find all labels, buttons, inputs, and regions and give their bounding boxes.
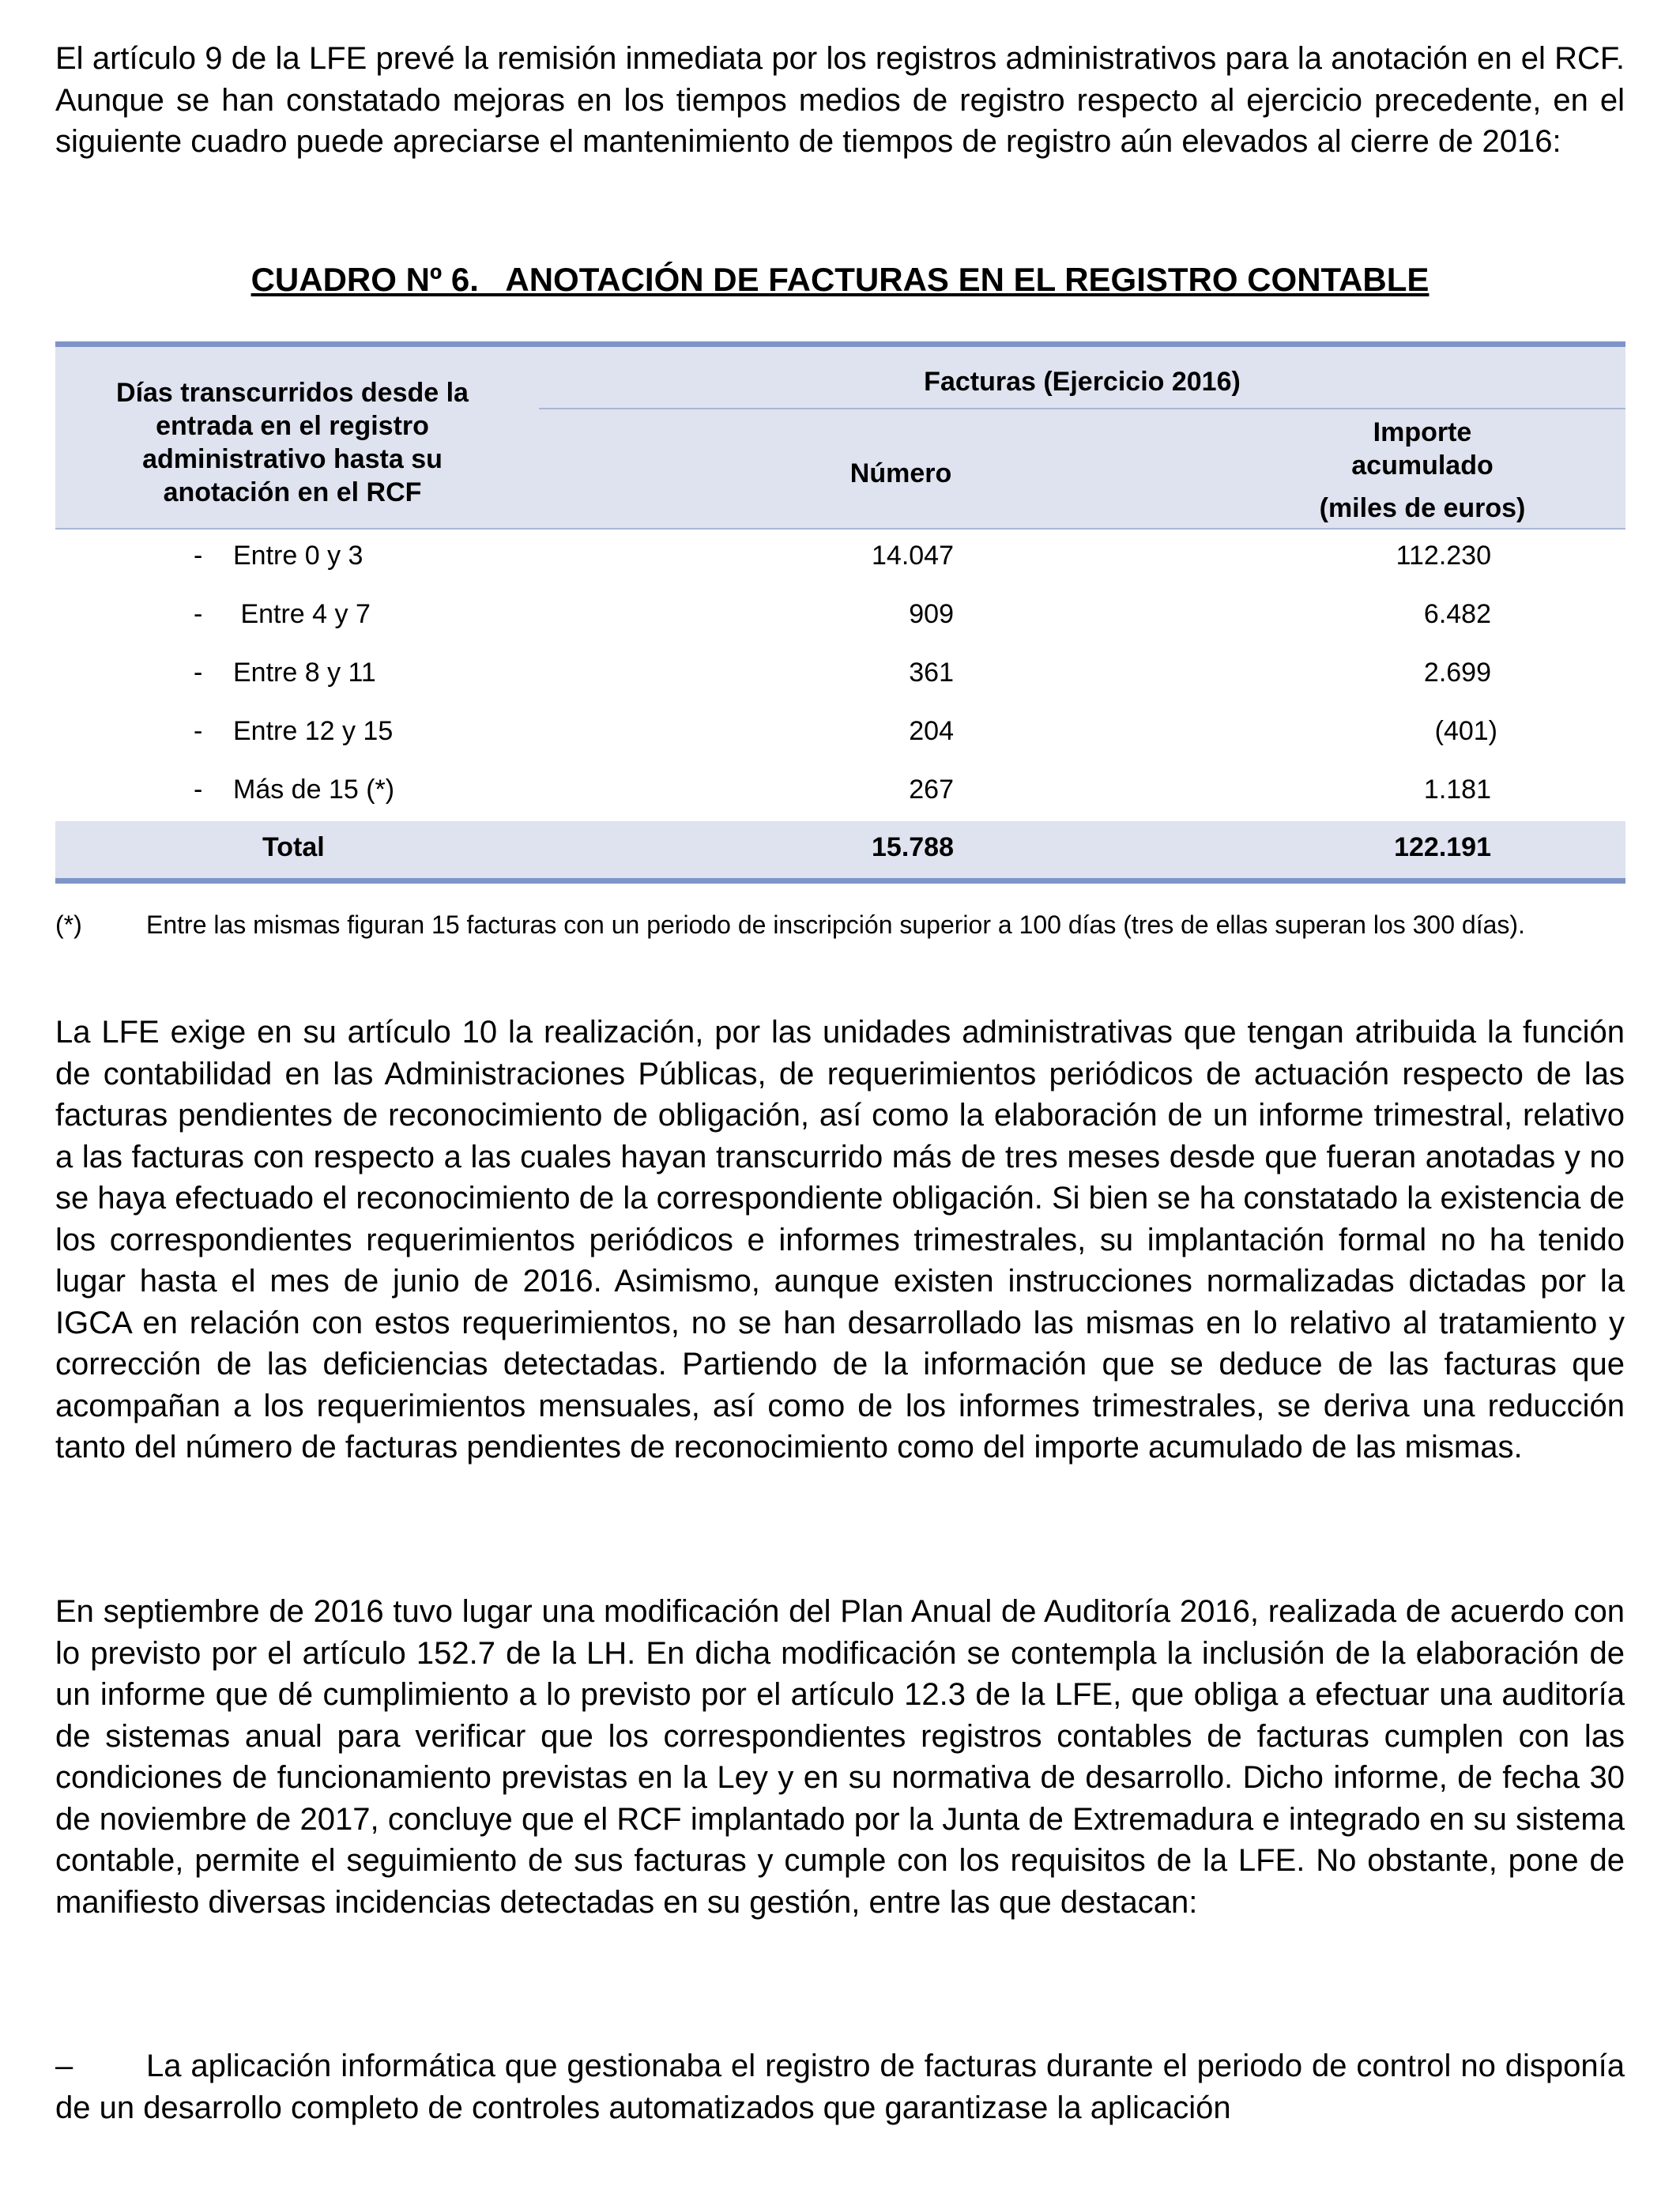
row-amount: 1.181 [1423,775,1491,805]
table-row [55,530,1625,588]
row-label: Más de 15 (*) [233,775,395,805]
paragraph-audit-plan: En septiembre de 2016 tuvo lugar una modificación del Plan Anual de Auditoría 2016, realizada de acuerdo con lo previsto por el artículo 152.7 de la LH. En dicha modificación se contempla la inclusión de la elaboración de un informe que dé cumplimiento a lo previsto por el artículo 12.3 de la LFE, que obliga a efectuar una auditoría de sistemas anual para verificar que los correspondientes registros contables de facturas cumplen con las condiciones de funcionamiento previstas en la Ley y en su normativa de desarrollo. Dicho informe, de fecha 30 de noviembre de 2017, concluye que el RCF implantado por la Junta de Extremadura e integrado en su sistema contable, permite el seguimiento de sus facturas y cumple con los requisitos de la LFE. No obstante, pone de manifiesto diversas incidencias detectadas en su gestión, entre las que destacan: [55,1594,1625,1920]
row-dash: - [194,541,203,571]
row-dash: - [194,716,203,746]
table-bottom-rule [55,878,1625,884]
row-label: Entre 4 y 7 [233,599,371,629]
row-amount: (401) [1434,716,1497,746]
total-amount: 122.191 [1394,832,1491,862]
row-label: Entre 8 y 11 [233,658,376,688]
header-amount-unit: (miles de euros) [1319,493,1526,523]
bullet-item [55,2045,1625,2128]
header-number: Número [849,458,952,488]
header-days: Días transcurridos desde la entrada en el registro administrativo hasta su anotación en el RCF [116,378,469,507]
row-label: Entre 12 y 15 [233,716,394,746]
table-footnote [55,909,1625,941]
table-row [55,763,1625,822]
header-group: Facturas (Ejercicio 2016) [924,367,1241,397]
header-subrule [539,408,1625,409]
table-top-rule [55,341,1625,347]
row-amount: 112.230 [1396,541,1491,571]
bullet-dash: – [55,2049,73,2083]
row-dash: - [194,599,203,629]
table-total-row [55,821,1625,878]
table-title: CUADRO Nº 6. ANOTACIÓN DE FACTURAS EN EL REGISTRO CONTABLE [250,261,1430,298]
row-number: 361 [909,658,954,688]
row-dash: - [194,775,203,805]
bullet-text: La aplicación informática que gestionaba el registro de facturas durante el periodo de control no disponía de un desarrollo completo de controles automatizados que garantizase la aplicación [55,2049,1625,2125]
row-label: Entre 0 y 3 [233,541,363,571]
row-dash: - [194,658,203,688]
intro-paragraph: El artículo 9 de la LFE prevé la remisión inmediata por los registros administrativos para la anotación en el RCF. Aunque se han constatado mejoras en los tiempos medios de registro respecto al ejercicio precedente, en el siguiente cuadro puede apreciarse el mantenimiento de tiempos de registro aún elevados al cierre de 2016: [55,41,1625,159]
row-number: 204 [909,716,954,746]
table-row [55,588,1625,647]
header-amount: Importe acumulado [1351,417,1494,481]
row-amount: 6.482 [1423,599,1491,629]
total-number: 15.788 [872,832,954,862]
footnote-text: Entre las mismas figuran 15 facturas con un periodo de inscripción superior a 100 días (tres de ellas superan los 300 días). [146,910,1525,939]
row-number: 909 [909,599,954,629]
footnote-mark: (*) [55,910,82,939]
table-row [55,647,1625,705]
paragraph-lfe-article-10: La LFE exige en su artículo 10 la realización, por las unidades administrativas que tengan atribuida la función de contabilidad en las Administraciones Públicas, de requerimientos periódicos de actuación respecto de las facturas pendientes de reconocimiento de obligación, así como la elaboración de un informe trimestral, relativo a las facturas con respecto a las cuales hayan transcurrido más de tres meses desde que fueran anotadas y no se haya efectuado el reconocimiento de la correspondiente obligación. Si bien se ha constatado la existencia de los correspondientes requerimientos periódicos e informes trimestrales, su implantación formal no ha tenido lugar hasta el mes de junio de 2016. Asimismo, aunque existen instrucciones normalizadas dictadas por la IGCA en relación con estos requerimientos, no se han desarrollado las mismas en lo relativo al tratamiento y corrección de las deficiencias detectadas. Partiendo de la información que se deduce de las facturas que acompañan a los requerimientos mensuales, así como de los informes trimestrales, se deriva una reducción tanto del número de facturas pendientes de reconocimiento como del importe acumulado de las mismas. [55,1015,1625,1465]
row-number: 267 [909,775,954,805]
table-row [55,705,1625,763]
row-number: 14.047 [872,541,954,571]
total-label: Total [262,832,325,862]
row-amount: 2.699 [1423,658,1491,688]
